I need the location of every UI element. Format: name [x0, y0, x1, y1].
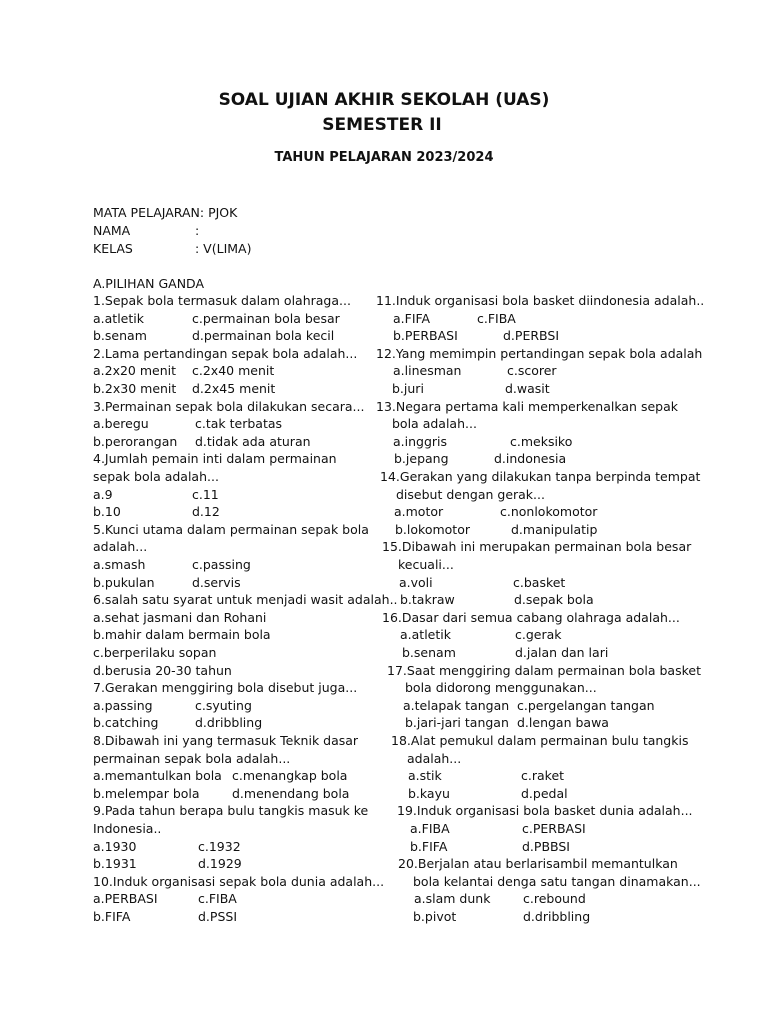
info-label: KELAS [93, 241, 133, 256]
answer-option: d.12 [192, 504, 220, 520]
question-text: b.perorangan [93, 433, 178, 449]
question-text: b.mahir dalam bermain bola [93, 627, 271, 643]
question-text: 16.Dasar dari semua cabang olahraga adalah... [382, 609, 680, 625]
exam-title: SOAL UJIAN AKHIR SEKOLAH (UAS) [218, 90, 550, 110]
question-text: adalah... [407, 750, 462, 766]
question-text: a.motor [394, 504, 444, 520]
answer-option: c.11 [192, 486, 219, 502]
answer-option: d.PSSI [198, 909, 238, 924]
left-question-line [93, 768, 222, 784]
question-text: 17.Saat menggiring dalam permainan bola basket [387, 662, 701, 678]
info-subject [93, 205, 237, 220]
answer-option: d.jalan dan lari [515, 645, 609, 660]
left-question-line [93, 891, 158, 907]
answer-option: c.raket [521, 768, 565, 784]
question-text: 12.Yang memimpin pertandingan sepak bola adalah [376, 345, 703, 361]
left-question-line [93, 293, 351, 309]
right-question-line [410, 821, 450, 837]
right-question-line [398, 557, 454, 573]
question-text: 10.Induk organisasi sepak bola dunia adalah... [93, 873, 385, 889]
answer-option: d.PERBSI [503, 328, 560, 344]
right-question-line [380, 469, 700, 485]
right-question-line [391, 733, 688, 749]
question-text: a.smash [93, 557, 146, 572]
question-text: b.1931 [93, 856, 137, 872]
right-question-line [407, 751, 461, 767]
left-question-line [93, 575, 155, 591]
question-text: 3.Permainan sepak bola dilakukan secara... [93, 398, 365, 414]
answer-option: c.nonlokomotor [500, 504, 598, 520]
question-text: a.memantulkan bola [93, 768, 222, 784]
question-text: a.beregu [93, 416, 149, 432]
left-question-line [93, 663, 232, 679]
info-value: : V(LIMA) [195, 241, 252, 256]
right-question-line [403, 698, 509, 714]
left-question-line [93, 856, 137, 872]
left-question-line [93, 399, 364, 415]
left-question-line [93, 821, 161, 837]
right-question-line [399, 575, 433, 591]
right-question-line [394, 504, 443, 520]
info-label: MATA PELAJARAN: PJOK [93, 205, 238, 220]
question-text: b.takraw [400, 592, 455, 608]
answer-option: c.basket [513, 574, 566, 590]
right-question-line [402, 645, 456, 661]
left-question-line [93, 715, 158, 731]
question-text: 11.Induk organisasi bola basket diindonesia adalah.. [376, 293, 705, 308]
left-question-line [93, 803, 368, 819]
answer-option: d.lengan bawa [517, 715, 609, 731]
right-question-line [392, 416, 477, 432]
question-text: b.kayu [408, 785, 450, 801]
answer-option: d.manipulatip [511, 521, 598, 537]
left-question-line [93, 751, 290, 767]
left-question-line [93, 522, 369, 538]
left-question-line [93, 874, 384, 890]
answer-option: d.PBBSI [522, 838, 570, 854]
question-text: adalah... [93, 539, 148, 555]
left-question-line [93, 328, 147, 344]
left-question-line [93, 627, 271, 643]
right-question-line [376, 293, 704, 309]
answer-option: c.1932 [198, 838, 241, 854]
answer-option: d.tidak ada aturan [195, 433, 311, 449]
answer-option: c.FIBA [198, 891, 237, 907]
left-question-line [93, 539, 147, 555]
question-text: a.FIBA [410, 821, 450, 836]
right-question-line [405, 680, 597, 696]
info-label: NAMA [93, 223, 131, 238]
answer-option: c.pergelangan tangan [517, 697, 655, 713]
answer-option: c.syuting [195, 697, 252, 713]
question-text: 19.Induk organisasi bola basket dunia adalah... [397, 803, 693, 819]
left-question-line [93, 786, 200, 802]
question-text: 5.Kunci utama dalam permainan sepak bola [93, 521, 369, 537]
section-title: A.PILIHAN GANDA [93, 276, 204, 291]
question-text: 20.Berjalan atau berlarisambil memantulkan [398, 856, 678, 872]
answer-option: d.pedal [521, 785, 568, 801]
left-question-line [93, 469, 219, 485]
question-text: permainan sepak bola adalah... [93, 750, 291, 766]
question-text: 4.Jumlah pemain inti dalam permainan [93, 451, 337, 467]
question-text: b.FIFA [93, 909, 131, 924]
question-text: a.PERBASI [93, 891, 158, 907]
right-question-line [400, 592, 455, 608]
question-text: b.melempar bola [93, 785, 200, 801]
right-question-line [414, 891, 490, 907]
answer-option: c.gerak [515, 627, 562, 643]
question-text: a.2x20 menit [93, 363, 177, 379]
answer-option: d.menendang bola [232, 785, 350, 801]
left-question-line [93, 346, 357, 362]
answer-option: c.2x40 menit [192, 363, 275, 379]
answer-option: c.rebound [523, 891, 586, 907]
question-text: 9.Pada tahun berapa bulu tangkis masuk ke [93, 803, 369, 819]
question-text: a.inggris [393, 433, 448, 449]
question-text: a.1930 [93, 838, 137, 854]
left-question-line [93, 839, 136, 855]
left-question-line [93, 698, 153, 714]
answer-option: d.indonesia [494, 451, 567, 467]
question-text: a.slam dunk [414, 891, 491, 907]
right-question-line [393, 311, 430, 327]
left-question-line [93, 592, 398, 608]
right-question-line [392, 381, 424, 397]
left-question-line [93, 381, 176, 397]
answer-option: c.menangkap bola [232, 768, 348, 784]
left-question-line [93, 645, 216, 661]
answer-option: c.meksiko [510, 433, 573, 449]
question-text: d.berusia 20-30 tahun [93, 662, 232, 678]
question-text: 18.Alat pemukul dalam permainan bulu tangkis [391, 733, 689, 748]
answer-option: c.permainan bola besar [192, 310, 340, 326]
question-text: Indonesia.. [93, 821, 162, 836]
right-question-line [382, 539, 691, 555]
answer-option: c.scorer [507, 363, 557, 379]
question-text: b.pukulan [93, 574, 155, 590]
right-question-line [393, 363, 461, 379]
right-question-line [413, 909, 456, 925]
right-question-line [393, 434, 447, 450]
question-text: b.jari-jari tangan [405, 715, 509, 731]
question-text: c.berperilaku sopan [93, 645, 217, 660]
left-question-line [93, 434, 177, 450]
info-name [93, 223, 199, 238]
academic-year: TAHUN PELAJARAN 2023/2024 [274, 150, 494, 165]
question-text: b.jepang [394, 451, 449, 467]
left-question-line [93, 311, 144, 327]
question-text: b.PERBASI [393, 328, 458, 344]
question-text: a.atletik [93, 310, 144, 326]
question-text: kecuali... [398, 557, 454, 572]
right-question-line [382, 610, 680, 626]
question-text: b.senam [93, 328, 147, 344]
question-text: bola adalah... [392, 416, 477, 432]
right-question-line [376, 399, 678, 415]
right-question-line [376, 346, 702, 362]
right-question-line [410, 839, 447, 855]
answer-option: d.dribbling [195, 715, 263, 731]
right-question-line [413, 874, 701, 890]
right-question-line [396, 487, 545, 503]
left-question-line [93, 680, 357, 696]
question-text: 2.Lama pertandingan sepak bola adalah... [93, 345, 358, 361]
question-text: a.atletik [400, 627, 451, 643]
answer-option: d.dribbling [523, 909, 591, 924]
right-question-line [400, 627, 451, 643]
right-question-line [393, 328, 458, 344]
question-text: a.sehat jasmani dan Rohani [93, 609, 267, 625]
left-question-line [93, 733, 358, 749]
question-text: b.juri [392, 381, 424, 396]
question-text: a.passing [93, 697, 153, 713]
left-question-line [93, 363, 176, 379]
answer-option: c.tak terbatas [195, 416, 283, 432]
question-text: b.senam [402, 645, 456, 660]
right-question-line [398, 856, 678, 872]
question-text: 1.Sepak bola termasuk dalam olahraga... [93, 293, 351, 308]
right-question-line [408, 786, 450, 802]
question-text: b.2x30 menit [93, 381, 177, 396]
left-question-line [93, 416, 149, 432]
answer-option: d.servis [192, 574, 241, 590]
question-text: 7.Gerakan menggiring bola disebut juga... [93, 680, 358, 696]
question-text: 8.Dibawah ini yang termasuk Teknik dasar [93, 733, 359, 748]
question-text: 6.salah satu syarat untuk menjadi wasit adalah.. [93, 592, 398, 608]
question-text: a.linesman [393, 363, 462, 379]
answer-option: d.wasit [505, 381, 550, 396]
info-class [93, 241, 251, 256]
question-text: b.catching [93, 715, 159, 731]
right-question-line [397, 803, 693, 819]
right-question-line [405, 715, 509, 731]
answer-option: d.2x45 menit [192, 381, 276, 396]
right-question-line [394, 451, 449, 467]
question-text: 14.Gerakan yang dilakukan tanpa berpinda tempat [380, 469, 701, 484]
left-question-line [93, 504, 121, 520]
question-text: a.FIFA [393, 310, 431, 326]
answer-option: c.passing [192, 557, 251, 572]
left-question-line [93, 610, 266, 626]
question-text: 15.Dibawah ini merupakan permainan bola besar [382, 539, 692, 555]
question-text: bola didorong menggunakan... [405, 680, 597, 696]
question-text: a.stik [408, 768, 442, 784]
question-text: 13.Negara pertama kali memperkenalkan sepak [376, 398, 678, 414]
question-text: disebut dengan gerak... [396, 486, 545, 502]
left-question-line [93, 487, 113, 503]
question-text: a.9 [93, 486, 113, 502]
answer-option: c.FIBA [477, 310, 516, 326]
question-text: bola kelantai denga satu tangan dinamakan... [413, 873, 701, 889]
info-value: : [195, 223, 200, 238]
answer-option: d.sepak bola [514, 592, 594, 608]
left-question-line [93, 451, 337, 467]
question-text: a.voli [399, 574, 433, 590]
question-text: a.telapak tangan [403, 697, 510, 713]
question-text: sepak bola adalah... [93, 469, 219, 484]
left-question-line [93, 909, 130, 925]
right-question-line [387, 663, 701, 679]
right-question-line [408, 768, 442, 784]
question-text: b.10 [93, 504, 121, 520]
question-text: b.lokomotor [395, 521, 470, 537]
semester-title: SEMESTER II [322, 115, 442, 135]
answer-option: d.1929 [198, 856, 242, 872]
question-text: b.FIFA [410, 838, 448, 854]
question-text: b.pivot [413, 909, 457, 924]
right-question-line [395, 522, 470, 538]
left-question-line [93, 557, 145, 573]
answer-option: c.PERBASI [522, 821, 586, 836]
answer-option: d.permainan bola kecil [192, 328, 335, 344]
